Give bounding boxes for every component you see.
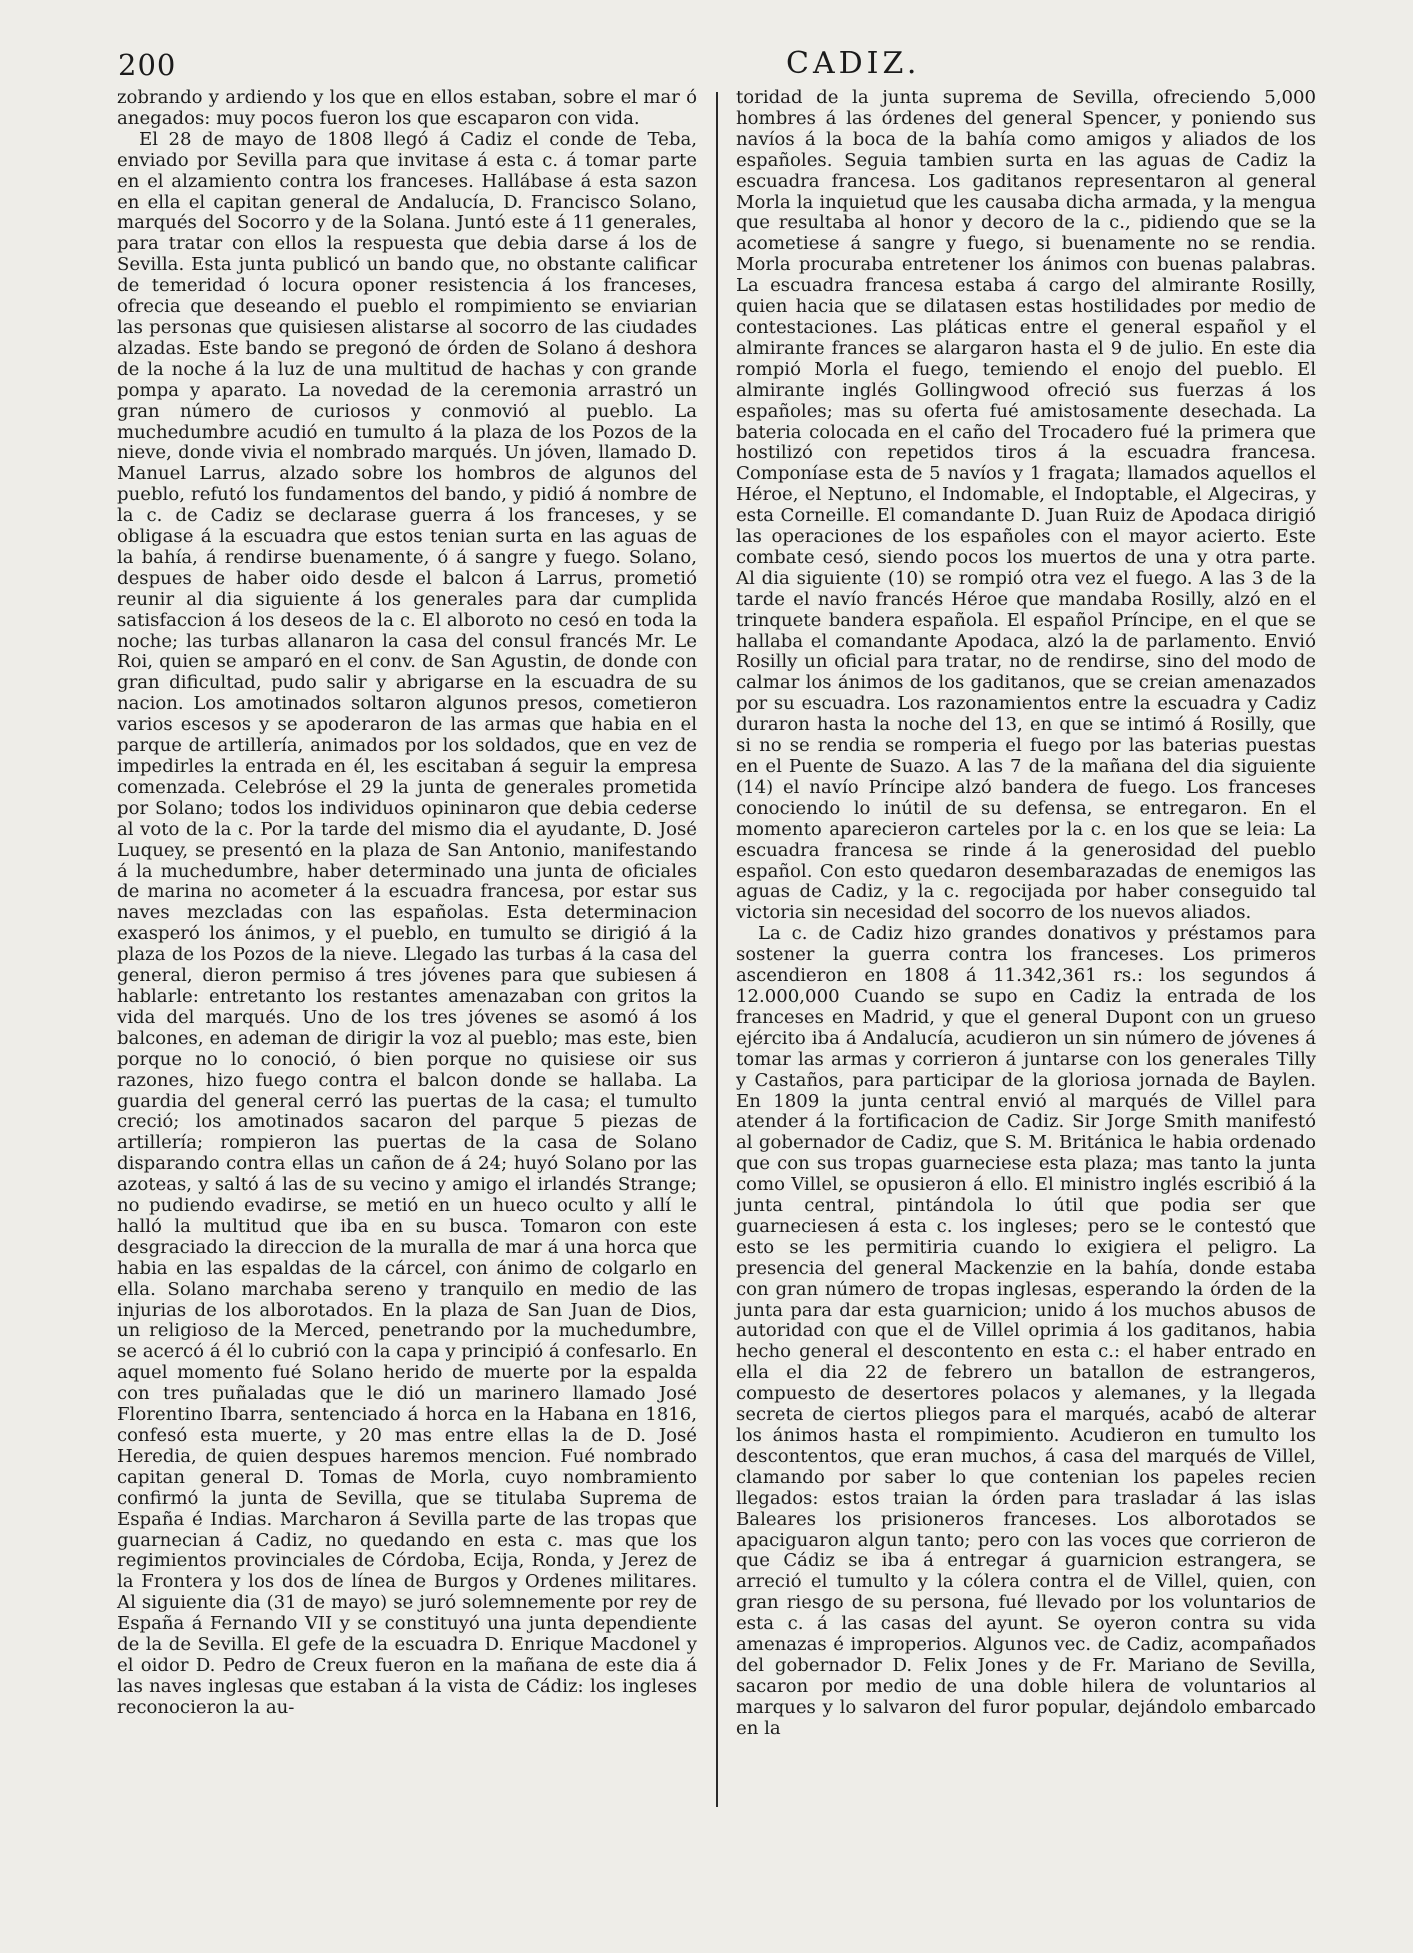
left-column — [117, 88, 697, 1719]
page-header — [118, 44, 1302, 88]
right-paragraph-2: La c. de Cadiz hizo grandes donativos y préstamos para sostener la guerra contra los franceses. Los primeros ascendieron en 1808 á 11.342,361 rs.: los segundos á 12.000,000 Cuando se supo en Cadiz la entrada de los franceses en Madrid, y que el general Dupont con un grueso ejército iba á Andalucía, acudieron un sin número de jóvenes á tomar las armas y corrieron á juntarse con los generales Tilly y Castaños, para participar de la gloriosa jornada de Baylen. En 1809 la junta central envió al marqués de Villel para atender á la fortificacion de Cadiz. Sir Jorge Smith manifestó al gobernador de Cadiz, que S. M. Británica le habia ordenado que con sus tropas guarneciese esta plaza; mas tanto la junta como Villel, se opusieron á ello. El ministro inglés escribió á la junta central, pintándola lo útil que podia ser que guarneciesen á esta c. los ingleses; pero se le contestó que esto se les permitiria cuando lo exigiera el peligro. La presencia del general Mackenzie en la bahía, donde estaba con gran número de tropas inglesas, esperando la órden de la junta para dar esta guarnicion; unido á los muchos abusos de autoridad con que el de Villel oprimia á los gaditanos, habia hecho general el descontento en esta c.: el haber entrado en ella el dia 22 de febrero un batallon de estrangeros, compuesto de desertores polacos y alemanes, y la llegada secreta de ciertos pliegos para el marqués, acabó de alterar los ánimos hasta el rompimiento. Acudieron en tumulto los descontentos, que eran muchos, á casa del marqués de Villel, clamando por saber lo que contenian los papeles recien llegados: estos traian la órden para trasladar á las islas Baleares los prisioneros franceses. Los alborotados se apaciguaron algun tanto; pero con las voces que corrieron de que Cádiz se iba á entregar á guarnicion estrangera, se arreció el tumulto y la cólera contra el de Villel, quien, con gran riesgo de su persona, fué llevado por los voluntarios de esta c. á las casas del ayunt. Se oyeron contra su vida amenazas é improperios. Algunos vec. de Cadiz, acompañados del gobernador D. Felix Jones y de Fr. Mariano de Sevilla, sacaron por medio de una doble hilera de voluntarios al marques y lo salvaron del furor popular, dejándolo embarcado en la — [736, 923, 1316, 1739]
page-number: 200 — [118, 48, 177, 82]
right-paragraph-1: toridad de la junta suprema de Sevilla, ofreciendo 5,000 hombres á las órdenes del general Spencer, y poniendo sus navíos á la boca de la bahía como amigos y aliados de los españoles. Seguia tambien surta en las aguas de Cadiz la escuadra francesa. Los gaditanos representaron al general Morla la inquietud que les causaba dicha armada, y la mengua que resultaba al honor y decoro de la c., pidiendo que se la acometiese á sangre y fuego, si buenamente no se rendia. Morla procuraba entretener los ánimos con buenas palabras. La escuadra francesa estaba á cargo del almirante Rosilly, quien hacia que se dilatasen estas hostilidades por medio de contestaciones. Las pláticas entre el general español y el almirante frances se alargaron hasta el 9 de julio. En este dia rompió Morla el fuego, temiendo el enojo del pueblo. El almirante inglés Gollingwood ofreció sus fuerzas á los españoles; mas su oferta fué amistosamente desechada. La bateria colocada en el caño del Trocadero fué la primera que hostilizó con repetidos tiros á la escuadra francesa. Componíase esta de 5 navíos y 1 fragata; llamados aquellos el Héroe, el Neptuno, el Indomable, el Indoptable, el Algeciras, y esta Corneille. El comandante D. Juan Ruiz de Apodaca dirigió las operaciones de los españoles con el mayor acierto. Este combate cesó, siendo pocos los muertos de una y otra parte. Al dia siguiente (10) se rompió otra vez el fuego. A las 3 de la tarde el navío francés Héroe que mandaba Rosilly, alzó en el trinquete bandera española. El español Príncipe, en el que se hallaba el comandante Apodaca, alzó la de parlamento. Envió Rosilly un oficial para tratar, no de rendirse, sino del modo de calmar los ánimos de los gaditanos, que se creian amenazados por su escuadra. Los razonamientos entre la escuadra y Cadiz duraron hasta la noche del 13, en que se intimó á Rosilly, que si no se rendia se romperia el fuego por las baterias puestas en el Puente de Suazo. A las 7 de la mañana del dia siguiente (14) el navío Príncipe alzó bandera de fuego. Los franceses conociendo lo inútil de su defensa, se entregaron. En el momento aparecieron carteles por la c. en los que se leia: La escuadra francesa se rinde á la generosidad del pueblo español. Con esto quedaron desembarazadas de enemigos las aguas de Cadiz, y la c. regocijada por haber conseguido tal victoria sin necesidad del socorro de los nuevos aliados. — [736, 87, 1316, 924]
running-head: CADIZ. — [786, 46, 921, 81]
left-paragraph-1: zobrando y ardiendo y los que en ellos estaban, sobre el mar ó anegados: muy pocos fueron los que escaparon con vida. — [117, 87, 697, 129]
right-column — [736, 88, 1316, 1740]
column-divider — [716, 92, 718, 1807]
left-paragraph-2: El 28 de mayo de 1808 llegó á Cadiz el conde de Teba, enviado por Sevilla para que invitase á esta c. á tomar parte en el alzamiento contra los franceses. Hallábase á esta sazon en ella el capitan general de Andalucía, D. Francisco Solano, marqués del Socorro y de la Solana. Juntó este á 11 generales, para tratar con ellos la respuesta que debia darse á los de Sevilla. Esta junta publicó un bando que, no obstante calificar de temeridad ó locura oponer resistencia á los franceses, ofrecia que deseando el pueblo el rompimiento se enviarian las personas que quisiesen alistarse al socorro de las ciudades alzadas. Este bando se pregonó de órden de Solano á deshora de la noche á la luz de una multitud de hachas y con grande pompa y aparato. La novedad de la ceremonia arrastró un gran número de curiosos y conmovió al pueblo. La muchedumbre acudió en tumulto á la plaza de los Pozos de la nieve, donde vivia el nombrado marqués. Un jóven, llamado D. Manuel Larrus, alzado sobre los hombros de algunos del pueblo, refutó los fundamentos del bando, y pidió á nombre de la c. de Cadiz se declarase guerra á los franceses, y se obligase á la escuadra que estos tenian surta en las aguas de la bahía, á rendirse buenamente, ó á sangre y fuego. Solano, despues de haber oido desde el balcon á Larrus, prometió reunir al dia siguiente á los generales para dar cumplida satisfaccion á los deseos de la c. El alboroto no cesó en toda la noche; las turbas allanaron la casa del consul francés Mr. Le Roi, quien se amparó en el conv. de San Agustin, de donde con gran dificultad, pudo salir y abrigarse en la escuadra de su nacion. Los amotinados soltaron algunos presos, cometieron varios escesos y se apoderaron de las armas que habia en el parque de artillería, animados por los soldados, que en vez de impedirles la entrada en él, les escitaban á seguir la empresa comenzada. Celebróse el 29 la junta de generales prometida por Solano; todos los individuos opininaron que debia cederse al voto de la c. Por la tarde del mismo dia el ayudante, D. José Luquey, se presentó en la plaza de San Antonio, manifestando á la muchedumbre, haber determinado una junta de oficiales de marina no acometer á la escuadra francesa, por estar sus naves mezcladas con las españolas. Esta determinacion exasperó los ánimos, y el pueblo, en tumulto se dirigió á la plaza de los Pozos de la nieve. Llegado las turbas á la casa del general, dieron permiso á tres jóvenes para que subiesen á hablarle: entretanto los restantes amenazaban con gritos la vida del marqués. Uno de los tres jóvenes se asomó á los balcones, en ademan de dirigir la voz al pueblo; mas este, bien porque no lo conoció, ó bien porque no quisiese oir sus razones, hizo fuego contra el balcon donde se hallaba. La guardia del general cerró las puertas de la casa; el tumulto creció; los amotinados sacaron del parque 5 piezas de artillería; rompieron las puertas de la casa de Solano disparando contra ellas un cañon de á 24; huyó Solano por las azoteas, y saltó á las de su vecino y amigo el irlandés Strange; no pudiendo evadirse, se metió en un hueco oculto y allí le halló la multitud que iba en su busca. Tomaron con este desgraciado la direccion de la muralla de mar á una horca que habia en las espaldas de la cárcel, con ánimo de colgarlo en ella. Solano marchaba sereno y tranquilo en medio de las injurias de los alborotados. En la plaza de San Juan de Dios, un religioso de la Merced, penetrando por la muchedumbre, se acercó á él lo cubrió con la capa y principió á confesarlo. En aquel momento fué Solano herido de muerte por la espalda con tres puñaladas que le dió un marinero llamado José Florentino Ibarra, sentenciado á horca en la Habana en 1816, confesó esta muerte, y 20 mas entre ellas la de D. José Heredia, de quien despues haremos mencion. Fué nombrado capitan general D. Tomas de Morla, cuyo nombramiento confirmó la junta de Sevilla, que se titulaba Suprema de España é Indias. Marcharon á Sevilla parte de las tropas que guarnecian á Cadiz, no quedando en esta c. mas que los regimientos provinciales de Córdoba, Ecija, Ronda, y Jerez de la Frontera y los dos de línea de Burgos y Ordenes militares. Al siguiente dia (31 de mayo) se juró solemnemente por rey de España á Fernando VII y se constituyó una junta dependiente de la de Sevilla. El gefe de la escuadra D. Enrique Macdonel y el oidor D. Pedro de Creux fueron en la mañana de este dia á las naves inglesas que estaban á la vista de Cádiz: los ingleses reconocieron la au- — [117, 128, 697, 1718]
